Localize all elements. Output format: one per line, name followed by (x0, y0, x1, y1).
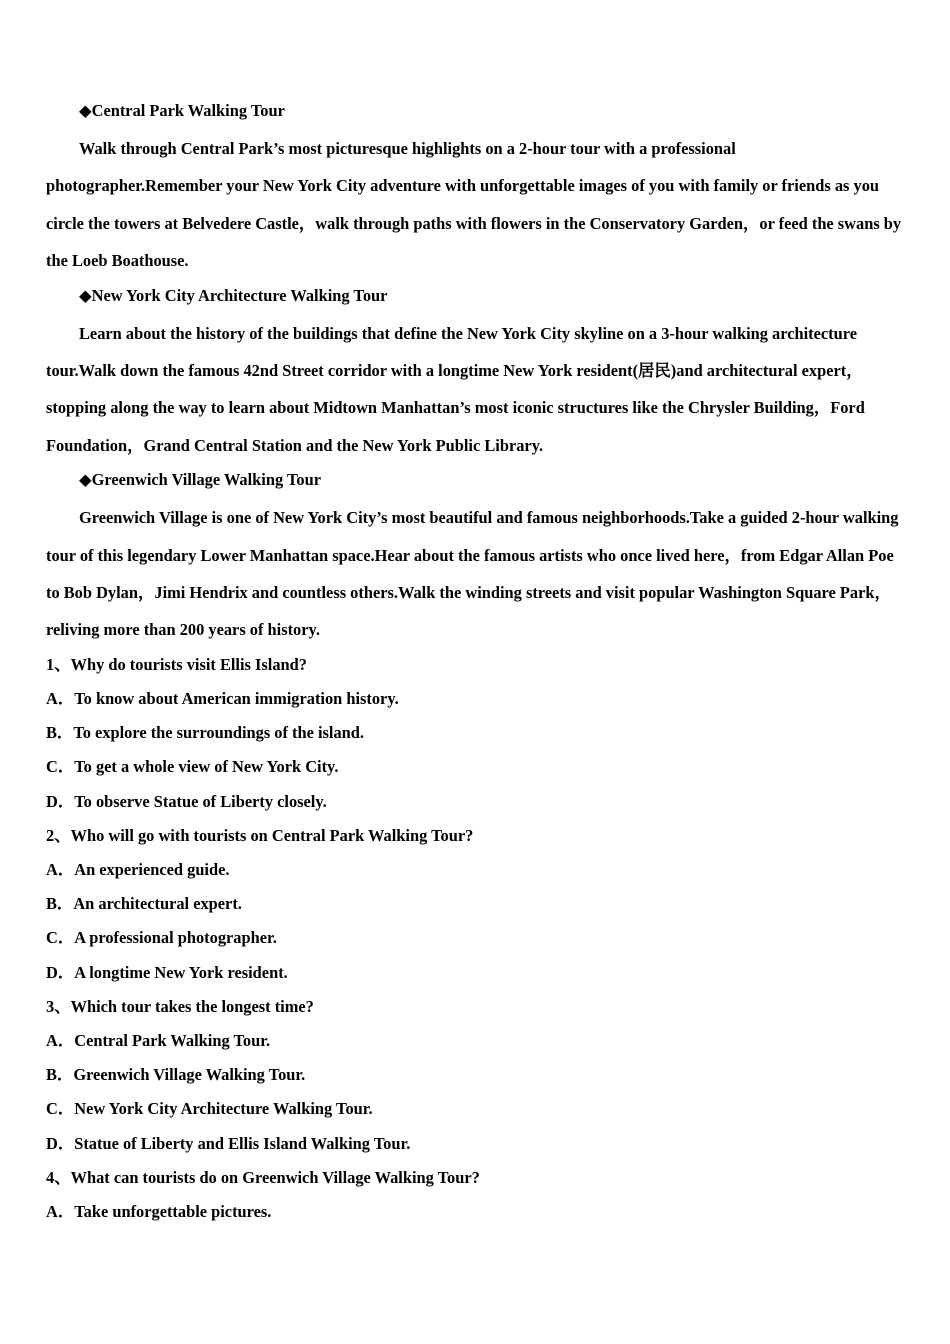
answer-option-a: A．Central Park Walking Tour. (46, 1030, 271, 1050)
answer-option-a: A．To know about American immigration history. (46, 689, 399, 709)
tour-description: Learn about the history of the buildings that define the New York City skyline on a 3-hour walking architecture tour.Walk down the famous 42nd Street corridor with a longtime New York resident(居民)and architectural expert，stopping along the way to learn about Midtown Manhattan’s most iconic structures like the Chrysler Building，Ford Foundation，Grand Central Station and the New York Public Library. (46, 323, 865, 455)
answer-option-d: D．A longtime New York resident. (46, 962, 288, 982)
tour-title: ◆Central Park Walking Tour (79, 101, 285, 120)
answer-option-d: D．Statue of Liberty and Ellis Island Walking Tour. (46, 1133, 411, 1153)
document-page (46, 98, 904, 1233)
answer-option-c: C．To get a whole view of New York City. (46, 757, 339, 777)
question-stem: 3、Which tour takes the longest time? (46, 996, 314, 1016)
question-stem: 4、What can tourists do on Greenwich Village Walking Tour? (46, 1167, 480, 1187)
tour-title: ◆Greenwich Village Walking Tour (79, 470, 321, 490)
answer-option-c: C．A professional photographer. (46, 928, 277, 948)
question-stem: 1、Why do tourists visit Ellis Island? (46, 654, 307, 674)
answer-option-a: A．An experienced guide. (46, 860, 230, 879)
answer-option-b: B．Greenwich Village Walking Tour. (46, 1065, 306, 1085)
tour-description: Greenwich Village is one of New York City’s most beautiful and famous neighborhoods.Take a guided 2-hour walking tour of this legendary Lower Manhattan space.Hear about the famous artists who once lived here，from Edgar Allan Poe to Bob Dylan，Jimi Hendrix and countless others.Walk the winding streets and visit popular Washington Square Park，reliving more than 200 years of history. (46, 508, 899, 640)
tour-title: ◆New York City Architecture Walking Tour (79, 285, 388, 305)
answer-option-c: C．New York City Architecture Walking Tour. (46, 1099, 373, 1119)
tour-central-park (46, 98, 904, 280)
question-1 (46, 652, 904, 815)
question-4 (46, 1165, 904, 1225)
question-stem: 2、Who will go with tourists on Central Park Walking Tour? (46, 825, 474, 845)
question-2 (46, 823, 904, 986)
answer-option-b: B．An architectural expert. (46, 894, 242, 914)
answer-option-d: D．To observe Statue of Liberty closely. (46, 791, 327, 811)
tour-architecture (46, 283, 904, 465)
answer-option-b: B．To explore the surroundings of the island. (46, 723, 365, 743)
tour-greenwich-village (46, 467, 904, 649)
tour-description: Walk through Central Park’s most picturesque highlights on a 2-hour tour with a professional photographer.Remember your New York City adventure with unforgettable images of you with family or friends as you circle the towers at Belvedere Castle，walk through paths with flowers in the Conservatory Garden，or feed the swans by the Loeb Boathouse. (46, 139, 902, 271)
question-3 (46, 994, 904, 1157)
answer-option-a: A．Take unforgettable pictures. (46, 1201, 272, 1221)
